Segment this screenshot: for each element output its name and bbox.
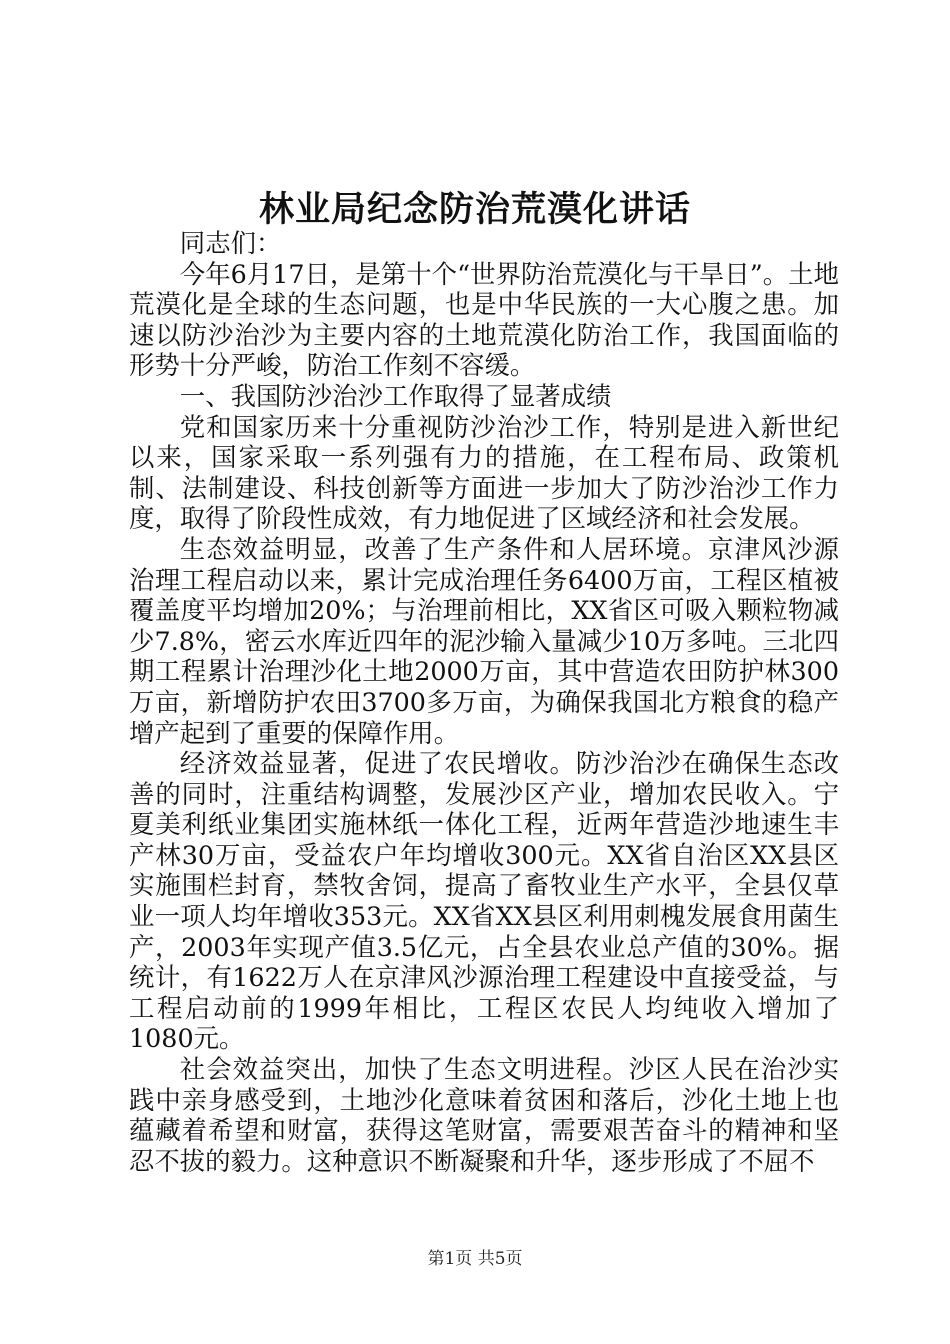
- document-body: [129, 228, 839, 1176]
- salutation-paragraph: 同志们：: [179, 228, 282, 258]
- body-paragraph: 生态效益明显，改善了生产条件和人居环境。京津风沙源治理工程启动以来，累计完成治理任务6400万亩，工程区植被覆盖度平均增加20%；与治理前相比，XX省区可吸入颗粒物减少7.8%，密云水库近四年的泥沙输入量减少10万多吨。三北四期工程累计治理沙化土地2000万亩，其中营造农田防护林300万亩，新增防护农田3700多万亩，为确保我国北方粮食的稳产增产起到了重要的保障作用。: [129, 533, 839, 748]
- body-paragraph: 经济效益显著，促进了农民增收。防沙治沙在确保生态改善的同时，注重结构调整，发展沙区产业，增加农民收入。宁夏美利纸业集团实施林纸一体化工程，近两年营造沙地速生丰产林30万亩，受益农户年均增收300元。XX省自治区XX县区实施围栏封育，禁牧舍饲，提高了畜牧业生产水平，全县仅草业一项人均年增收353元。XX省XX县区利用刺槐发展食用菌生产，2003年实现产值3.5亿元，占全县农业总产值的30%。据统计，有1622万人在京津风沙源治理工程建设中直接受益，与工程启动前的1999年相比，工程区农民人均纯收入增加了1080元。: [129, 748, 839, 1054]
- document-title: 林业局纪念防治荒漠化讲话: [258, 189, 691, 230]
- body-paragraph: 党和国家历来十分重视防沙治沙工作，特别是进入新世纪以来，国家采取一系列强有力的措施，在工程布局、政策机制、法制建设、科技创新等方面进一步加大了防沙治沙工作力度，取得了阶段性成效，有力地促进了区域经济和社会发展。: [129, 411, 839, 534]
- body-paragraph: 社会效益突出，加快了生态文明进程。沙区人民在治沙实践中亲身感受到，土地沙化意味着贫困和落后，沙化土地上也蕴藏着希望和财富，获得这笔财富，需要艰苦奋斗的精神和坚忍不拔的毅力。这种意识不断凝聚和升华，逐步形成了不屈不: [129, 1054, 839, 1176]
- section-heading: 一、我国防沙治沙工作取得了显著成绩: [179, 380, 612, 411]
- page-number: 第1页 共5页: [427, 1249, 523, 1269]
- intro-paragraph: 今年6月17日，是第十个“世界防治荒漠化与干旱日”。土地荒漠化是全球的生态问题，也是中华民族的一大心腹之患。加速以防沙治沙为主要内容的土地荒漠化防治工作，我国面临的形势十分严峻，防治工作刻不容缓。: [129, 258, 839, 381]
